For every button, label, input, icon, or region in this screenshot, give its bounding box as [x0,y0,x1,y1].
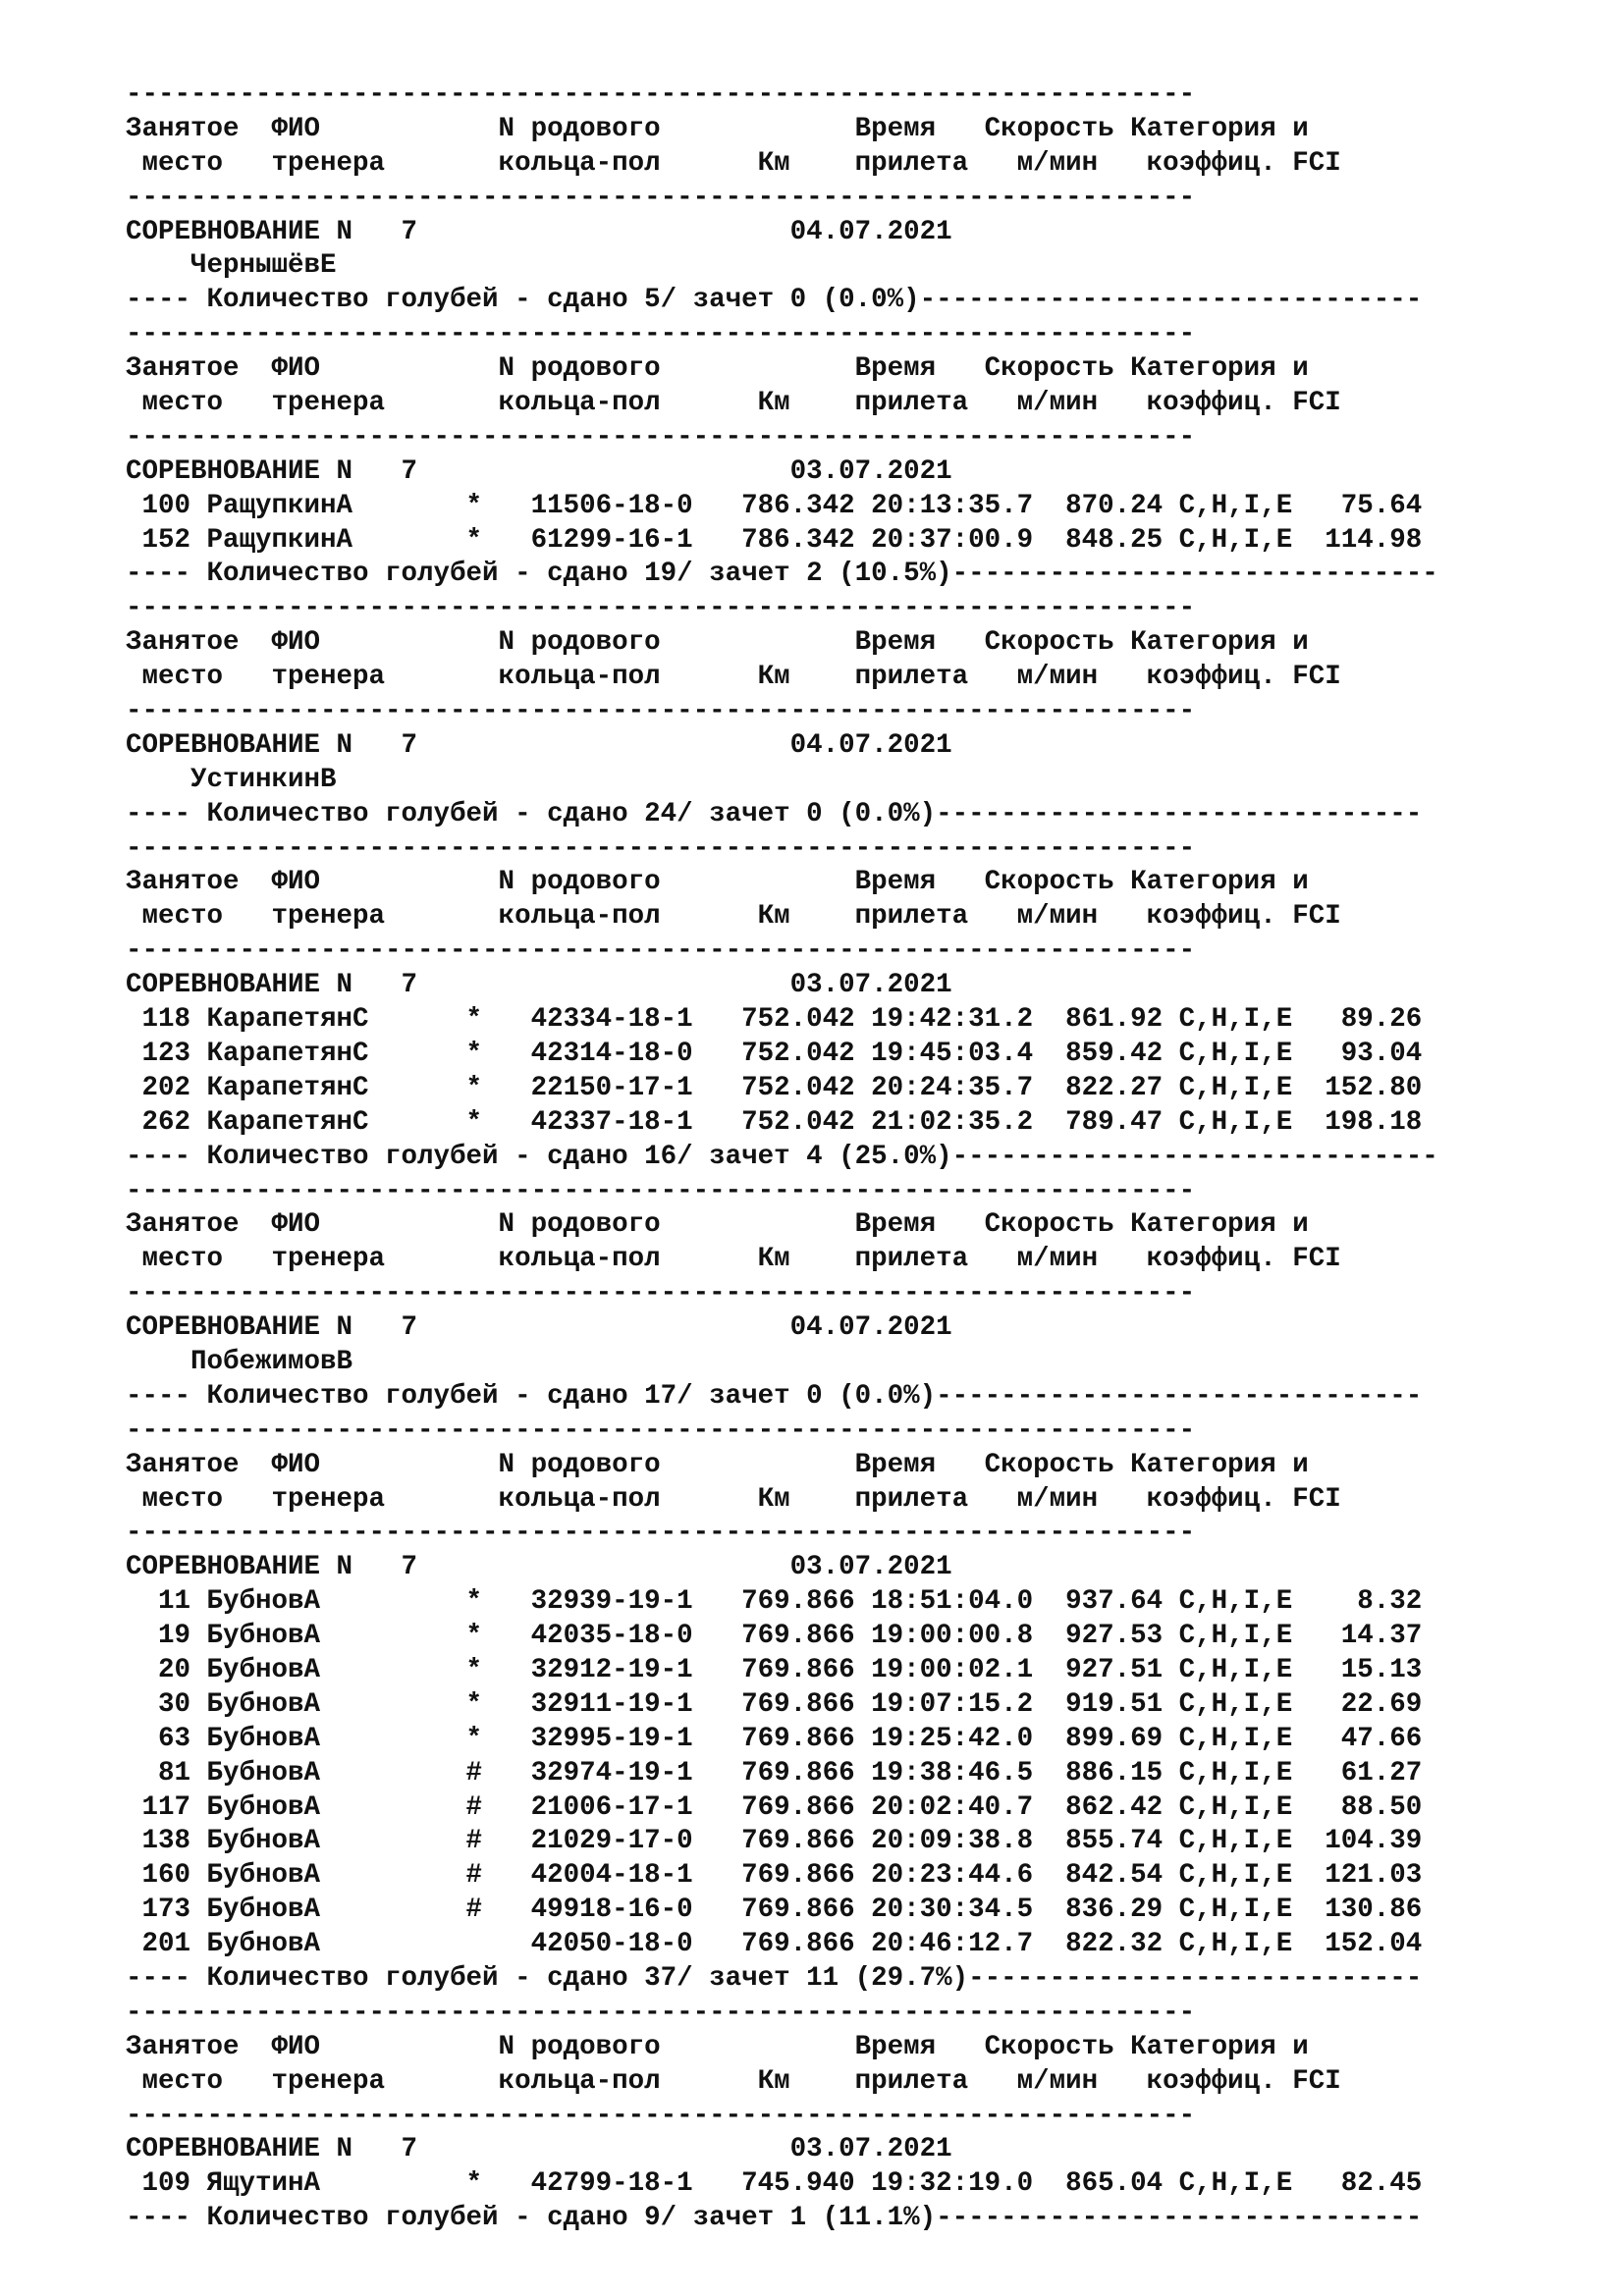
separator-line: ------------------------------------------------------------------ [126,1278,1196,1309]
competition-header-line: СОРЕВНОВАНИЕ N 7 03.07.2021 [126,1552,952,1583]
column-header-line: Занятое ФИО N родового Время Скорость Категория и [126,353,1309,385]
column-header-line: место тренера кольца-пол Км прилета м/мин коэффиц. FCI [126,901,1341,933]
competition-header-line: СОРЕВНОВАНИЕ N 7 03.07.2021 [126,970,952,1001]
column-header-line: место тренера кольца-пол Км прилета м/мин коэффиц. FCI [126,388,1341,419]
competition-header-line: СОРЕВНОВАНИЕ N 7 04.07.2021 [126,216,952,247]
result-row: 117 БубновА # 21006-17-1 769.866 20:02:40.7 862.42 C,H,I,E 88.50 [126,1791,1423,1823]
competition-header-line: СОРЕВНОВАНИЕ N 7 03.07.2021 [126,455,952,487]
column-header-line: Занятое ФИО N родового Время Скорость Категория и [126,2031,1309,2062]
result-row: 100 РащупкинА * 11506-18-0 786.342 20:13:35.7 870.24 C,H,I,E 75.64 [126,490,1423,521]
result-row: 173 БубновА # 49918-16-0 769.866 20:30:34.5 836.29 C,H,I,E 130.86 [126,1895,1423,1926]
separator-line: ------------------------------------------------------------------ [126,319,1196,350]
separator-line: ------------------------------------------------------------------ [126,593,1196,624]
result-row: 262 КарапетянС * 42337-18-1 752.042 21:02:35.2 789.47 C,H,I,E 198.18 [126,1106,1423,1138]
column-header-line: место тренера кольца-пол Км прилета м/мин коэффиц. FCI [126,2065,1341,2097]
result-row: 152 РащупкинА * 61299-16-1 786.342 20:37:00.9 848.25 C,H,I,E 114.98 [126,524,1423,556]
result-row: 202 КарапетянС * 22150-17-1 752.042 20:24:35.7 822.27 C,H,I,E 152.80 [126,1072,1423,1103]
separator-line: ------------------------------------------------------------------ [126,832,1196,864]
summary-line: ---- Количество голубей - сдано 9/ зачет 1 (11.1%)------------------------------ [126,2203,1423,2234]
result-row: 160 БубновА # 42004-18-1 769.866 20:23:44.6 842.54 C,H,I,E 121.03 [126,1860,1423,1892]
result-row: 20 БубновА * 32912-19-1 769.866 19:00:02.1 927.51 C,H,I,E 15.13 [126,1654,1423,1685]
column-header-line: место тренера кольца-пол Км прилета м/мин коэффиц. FCI [126,1483,1341,1515]
column-header-line: Занятое ФИО N родового Время Скорость Категория и [126,627,1309,659]
summary-line: ---- Количество голубей - сдано 24/ зачет 0 (0.0%)------------------------------ [126,798,1423,829]
result-row: 109 ЯщутинА * 42799-18-1 745.940 19:32:19.0 865.04 C,H,I,E 82.45 [126,2168,1423,2200]
separator-line: ------------------------------------------------------------------ [126,2100,1196,2131]
separator-line: ------------------------------------------------------------------ [126,1518,1196,1549]
result-row: 81 БубновА # 32974-19-1 769.866 19:38:46.5 886.15 C,H,I,E 61.27 [126,1757,1423,1789]
result-row: 201 БубновА 42050-18-0 769.866 20:46:12.7 822.32 C,H,I,E 152.04 [126,1929,1423,1960]
result-row: 123 КарапетянС * 42314-18-0 752.042 19:45:03.4 859.42 C,H,I,E 93.04 [126,1038,1423,1069]
result-row: 118 КарапетянС * 42334-18-1 752.042 19:42:31.2 861.92 C,H,I,E 89.26 [126,1004,1423,1036]
summary-line: ---- Количество голубей - сдано 16/ зачет 4 (25.0%)------------------------------ [126,1141,1438,1172]
column-header-line: Занятое ФИО N родового Время Скорость Категория и [126,867,1309,898]
separator-line: ------------------------------------------------------------------ [126,182,1196,213]
summary-line: ---- Количество голубей - сдано 37/ зачет 11 (29.7%)---------------------------- [126,1962,1423,1994]
race-results-document [126,79,1598,2236]
column-header-line: Занятое ФИО N родового Время Скорость Категория и [126,113,1309,144]
separator-line: ------------------------------------------------------------------ [126,1175,1196,1206]
column-header-line: Занятое ФИО N родового Время Скорость Категория и [126,1449,1309,1480]
summary-line: ---- Количество голубей - сдано 19/ зачет 2 (10.5%)------------------------------ [126,559,1438,590]
fancier-name-line: ПобежимовВ [126,1346,353,1377]
column-header-line: Занятое ФИО N родового Время Скорость Категория и [126,1209,1309,1241]
separator-line: ------------------------------------------------------------------ [126,696,1196,727]
result-row: 11 БубновА * 32939-19-1 769.866 18:51:04.0 937.64 C,H,I,E 8.32 [126,1586,1423,1618]
separator-line: ------------------------------------------------------------------ [126,421,1196,453]
result-row: 138 БубновА # 21029-17-0 769.866 20:09:38.8 855.74 C,H,I,E 104.39 [126,1826,1423,1857]
column-header-line: место тренера кольца-пол Км прилета м/мин коэффиц. FCI [126,1244,1341,1275]
separator-line: ------------------------------------------------------------------ [126,935,1196,967]
fancier-name-line: УстинкинВ [126,764,337,795]
summary-line: ---- Количество голубей - сдано 5/ зачет 0 (0.0%)------------------------------- [126,285,1423,316]
competition-header-line: СОРЕВНОВАНИЕ N 7 03.07.2021 [126,2134,952,2165]
competition-header-line: СОРЕВНОВАНИЕ N 7 04.07.2021 [126,1312,952,1344]
result-row: 30 БубновА * 32911-19-1 769.866 19:07:15.2 919.51 C,H,I,E 22.69 [126,1688,1423,1720]
summary-line: ---- Количество голубей - сдано 17/ зачет 0 (0.0%)------------------------------ [126,1380,1423,1412]
column-header-line: место тренера кольца-пол Км прилета м/мин коэффиц. FCI [126,662,1341,693]
fancier-name-line: ЧернышёвЕ [126,250,337,282]
competition-header-line: СОРЕВНОВАНИЕ N 7 04.07.2021 [126,729,952,761]
result-row: 19 БубновА * 42035-18-0 769.866 19:00:00.8 927.53 C,H,I,E 14.37 [126,1621,1423,1652]
separator-line: ------------------------------------------------------------------ [126,1997,1196,2028]
separator-line: ------------------------------------------------------------------ [126,1415,1196,1446]
result-row: 63 БубновА * 32995-19-1 769.866 19:25:42.0 899.69 C,H,I,E 47.66 [126,1723,1423,1754]
column-header-line: место тренера кольца-пол Км прилета м/мин коэффиц. FCI [126,147,1341,179]
separator-line: ------------------------------------------------------------------ [126,80,1196,110]
